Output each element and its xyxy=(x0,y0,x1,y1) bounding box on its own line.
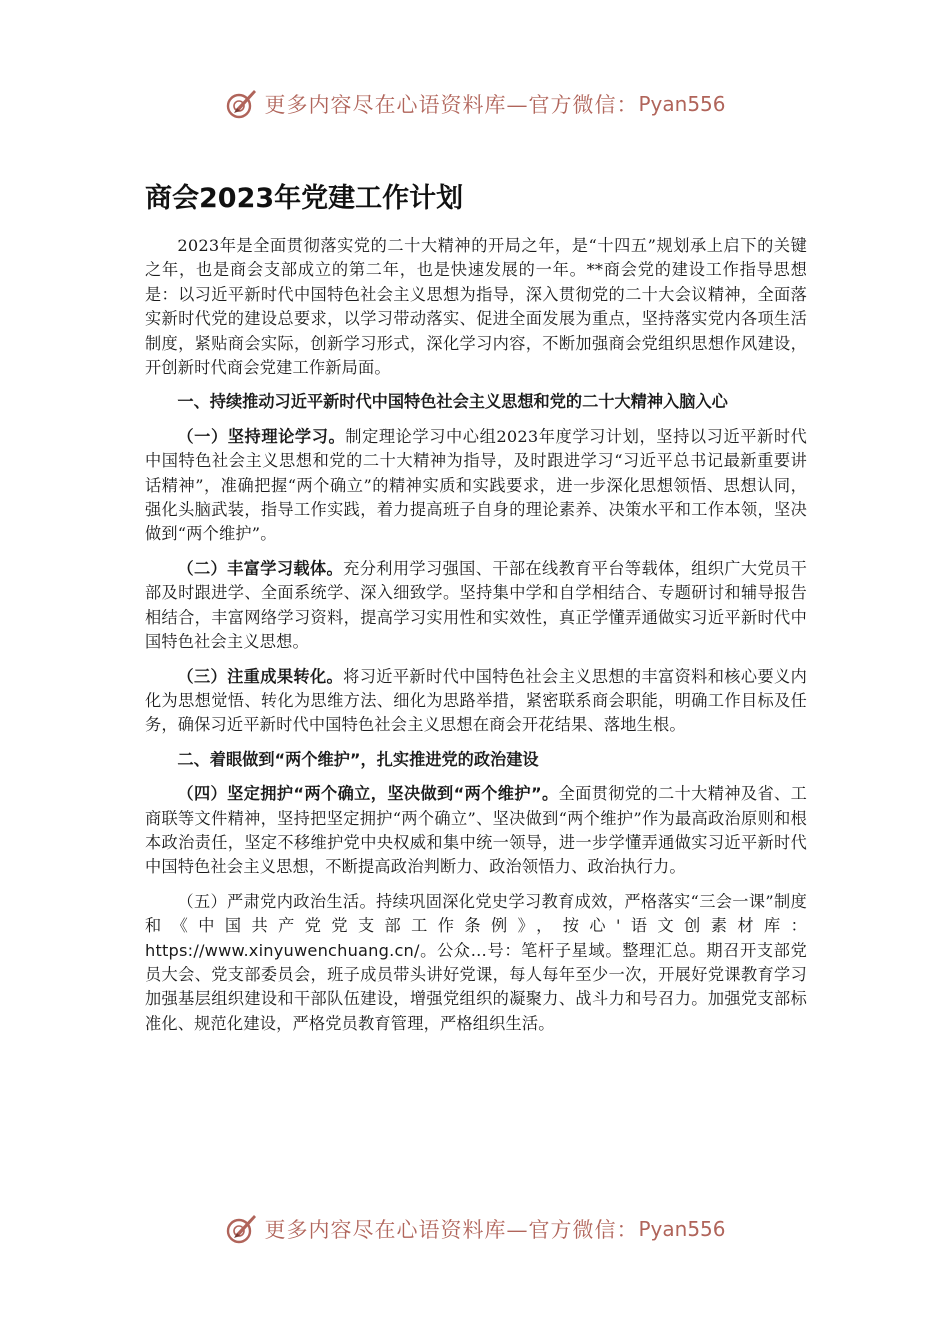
page-title: 商会2023年党建工作计划 xyxy=(145,183,464,214)
item-1-paragraph xyxy=(145,425,807,547)
intro-paragraph: 2023年是全面贯彻落实党的二十大精神的开局之年，是“十四五”规划承上启下的关键之年，也是商会支部成立的第二年，也是快速发展的一年。**商会党的建设工作指导思想是：以习近平新时代中国特色社会主义思想为指导，深入贯彻党的二十大会议精神，全面落实新时代党的建设总要求，以学习带动落实、促进全面发展为重点，坚持落实党内各项生活制度，紧贴商会实际，创新学习形式，深化学习内容，不断加强商会党组织思想作风建设，开创新时代商会党建工作新局面。 xyxy=(145,236,807,378)
item-3-paragraph xyxy=(145,665,807,738)
quill-logo-icon xyxy=(224,1212,258,1246)
item-2-body: 充分利用学习强国、干部在线教育平台等载体，组织广大党员干部及时跟进学、全面系统学、深入细致学。坚持集中学和自学相结合、专题研讨和辅导报告相结合，丰富网络学习资料，提高学习实用性和实效性，真正学懂弄通做实习近平新时代中国特色社会主义思想。 xyxy=(145,558,807,652)
source-url-link[interactable]: https://www.xinyuwenchuang.cn/ xyxy=(145,940,420,960)
item-5-part1: （五）严肃党内政治生活。持续巩固深化党史学习教育成效，严格落实“三会一课”制度和《中国共产党党支部工作条例》，按心'语文创素材库： xyxy=(145,891,807,936)
watermark-wechat-id: Pyan556 xyxy=(638,92,726,116)
section-1-heading: 一、持续推动习近平新时代中国特色社会主义思想和党的二十大精神入脑入心 xyxy=(177,392,728,412)
item-4-paragraph xyxy=(145,782,807,880)
watermark-bottom xyxy=(0,1209,950,1249)
item-2-paragraph xyxy=(145,557,807,655)
item-3-lead: （三）注重成果转化。 xyxy=(177,666,344,686)
watermark-top xyxy=(0,84,950,124)
item-1-body: 制定理论学习中心组2023年度学习计划，坚持以习近平新时代中国特色社会主义思想和党的二十大精神为指导，及时跟进学习“习近平总书记最新重要讲话精神”，准确把握“两个确立”的精神实质和实践要求，进一步深化思想领悟、思想认同，强化头脑武装，指导工作实践，着力提高班子自身的理论素养、决策水平和工作本领，坚决做到“两个维护”。 xyxy=(145,426,807,544)
item-1-lead: （一）坚持理论学习。 xyxy=(177,426,346,446)
item-5-part2: 。公众…号：笔杆子星域。整理汇总。期召开支部党员大会、党支部委员会，班子成员带头讲好党课，每人每年至少一次，开展好党课教育学习加强基层组织建设和干部队伍建设，增强党组织的凝聚力、战斗力和号召力。加强党支部标准化、规范化建设，严格党员教育管理，严格组织生活。 xyxy=(145,940,807,1033)
item-4-body: 全面贯彻党的二十大精神及省、工商联等文件精神，坚持把坚定拥护“两个确立”、坚决做到“两个维护”作为最高政治原则和根本政治责任，坚定不移维护党中央权威和集中统一领导，进一步学懂弄通做实习近平新时代中国特色社会主义思想，不断提高政治判断力、政治领悟力、政治执行力。 xyxy=(145,784,808,877)
document-body xyxy=(145,234,807,1046)
watermark-text: 更多内容尽在心语资料库—官方微信： xyxy=(264,1218,639,1242)
item-3-body: 将习近平新时代中国特色社会主义思想的丰富资料和核心要义内化为思想觉悟、转化为思维方法、细化为思路举措，紧密联系商会职能，明确工作目标及任务，确保习近平新时代中国特色社会主义思想在商会开花结果、落地生根。 xyxy=(145,666,807,735)
watermark-wechat-id: Pyan556 xyxy=(638,1217,726,1241)
item-5-paragraph xyxy=(145,890,807,1036)
item-2-lead: （二）丰富学习载体。 xyxy=(177,558,344,578)
watermark-text: 更多内容尽在心语资料库—官方微信： xyxy=(264,93,639,117)
quill-logo-icon xyxy=(224,87,258,121)
section-2-heading: 二、着眼做到“两个维护”，扎实推进党的政治建设 xyxy=(177,749,539,769)
item-4-lead: （四）坚定拥护“两个确立，坚决做到“两个维护”。 xyxy=(177,784,559,804)
